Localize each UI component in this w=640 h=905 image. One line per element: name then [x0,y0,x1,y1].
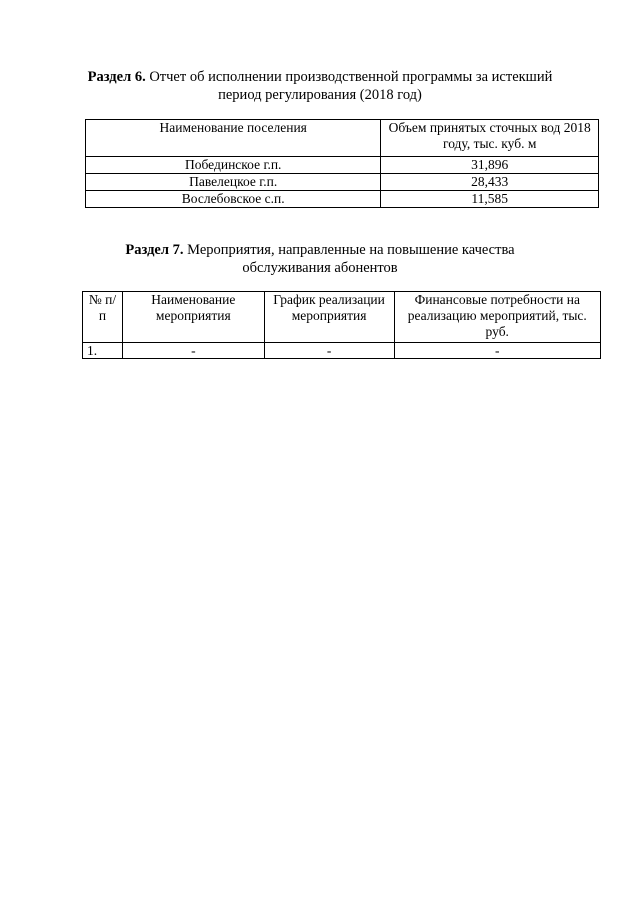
wastewater-volume: 11,585 [381,191,599,208]
table-header-row [86,120,599,157]
wastewater-volume: 28,433 [381,174,599,191]
section7-title-line2: обслуживания абонентов [242,260,398,276]
section6-title-line2: период регулирования (2018 год) [218,87,422,103]
col-schedule: График реализации мероприятия [264,292,394,343]
row-number: 1. [83,343,123,359]
section6-label: Раздел 6. [87,69,146,85]
table-row [86,191,599,208]
settlement-name: Вослебовское с.п. [86,191,381,208]
schedule: - [264,343,394,359]
table-header-row [83,292,601,343]
section6-heading [60,68,580,104]
section7-table [82,291,601,359]
col-measure-name: Наименование мероприятия [122,292,264,343]
col-financial-needs: Финансовые потребности на реализацию мероприятий, тыс. руб. [394,292,601,343]
table-row [86,174,599,191]
section7-label: Раздел 7. [125,242,184,258]
financial-needs: - [394,343,601,359]
wastewater-volume: 31,896 [381,157,599,174]
table-row [83,343,601,359]
section6-table [85,119,599,208]
section7-heading [60,241,580,277]
settlement-name: Павелецкое г.п. [86,174,381,191]
section6-title-line1: Отчет об исполнении производственной программы за истекший [149,69,553,85]
measure-name: - [122,343,264,359]
col-number: № п/п [83,292,123,343]
section7-title-line1: Мероприятия, направленные на повышение качества [187,242,515,258]
table-row [86,157,599,174]
col-wastewater-volume: Объем принятых сточных вод 2018 году, тыс. куб. м [381,120,599,157]
col-settlement-name: Наименование поселения [86,120,381,157]
settlement-name: Побединское г.п. [86,157,381,174]
